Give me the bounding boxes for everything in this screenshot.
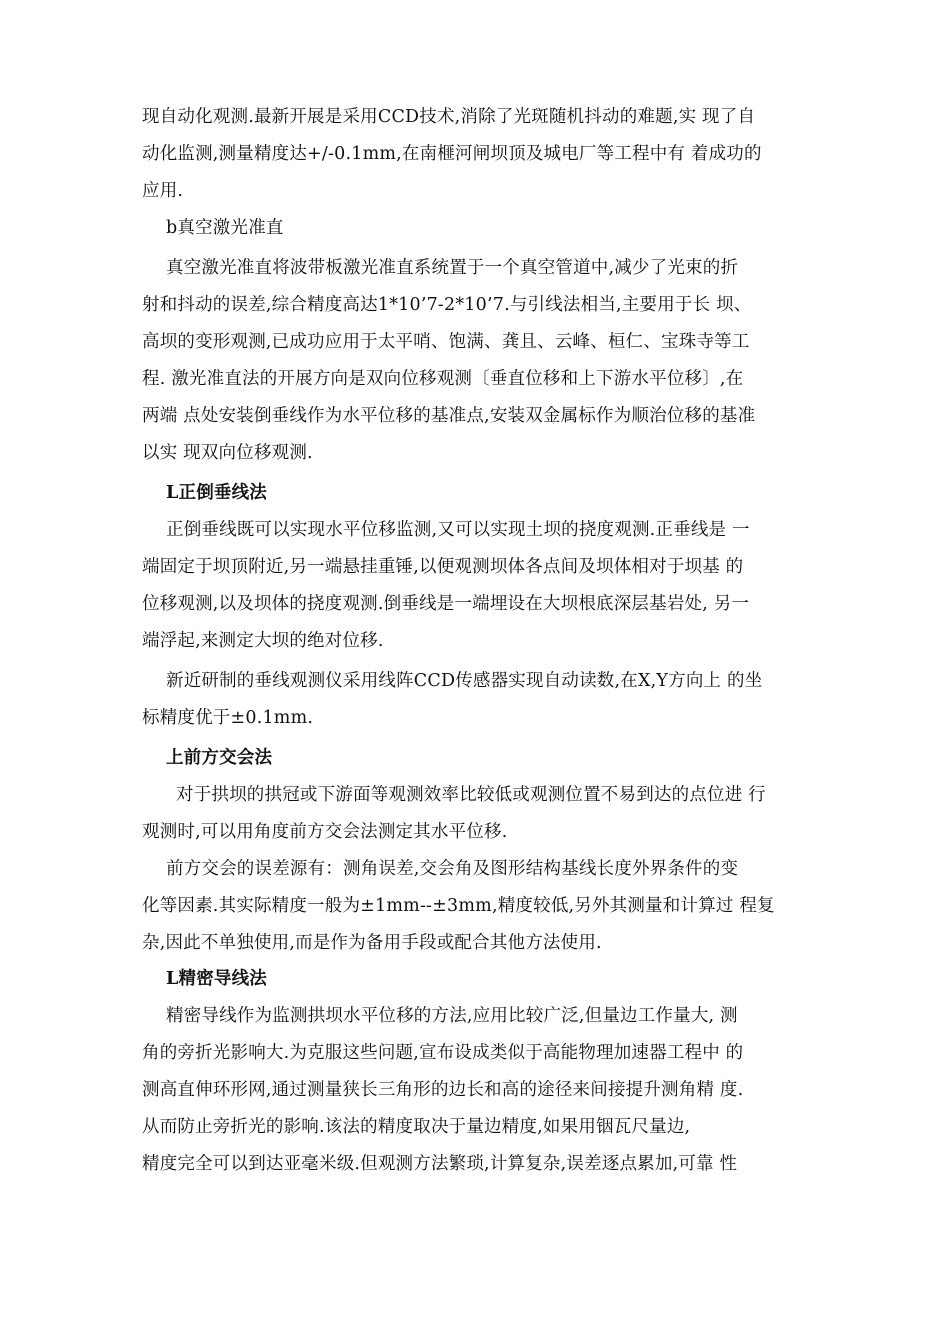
text-line: 从而防止旁折光的影响.该法的精度取决于量边精度,如果用铟瓦尺量边, [142, 1117, 691, 1137]
text-line: 测高直伸环形网,通过测量狭长三角形的边长和高的途径来间接提升测角精 度. [142, 1080, 744, 1100]
text-line: 杂,因此不单独使用,而是作为备用手段或配合其他方法使用. [142, 933, 602, 953]
text-line: 端固定于坝顶附近,另一端悬挂重锤,以便观测坝体各点间及坝体相对于坝基 的 [142, 557, 744, 577]
text-line: 射和抖动的误差,综合精度高达1*10’7-2*10’7.与引线法相当,主要用于长 坝、 [142, 295, 752, 315]
section-heading: L精密导线法 [166, 969, 268, 989]
text-line: 观测时,可以用角度前方交会法测定其水平位移. [142, 822, 508, 842]
section-heading: L正倒垂线法 [166, 483, 268, 503]
text-line: 程. 激光准直法的开展方向是双向位移观测〔垂直位移和上下游水平位移〕,在 [142, 369, 744, 389]
text-line: 两端 点处安装倒垂线作为水平位移的基准点,安装双金属标作为顺治位移的基准 [142, 406, 756, 426]
text-line: 动化监测,测量精度达+/-0.1mm,在南榧河闸坝顶及城电厂等工程中有 着成功的 [142, 144, 762, 164]
text-line: 精密导线作为监测拱坝水平位移的方法,应用比较广泛,但量边工作量大, 测 [166, 1006, 738, 1026]
text-line: 以实 现双向位移观测. [142, 443, 313, 463]
text-line: 现自动化观测.最新开展是采用CCD技术,消除了光斑随机抖动的难题,实 现了自 [142, 107, 756, 127]
text-line: 高坝的变形观测,已成功应用于太平哨、饱满、龚且、云峰、桓仁、宝珠寺等工 [142, 332, 750, 352]
text-line: 前方交会的误差源有：测角误差,交会角及图形结构基线长度外界条件的变 [166, 859, 739, 879]
text-line: 位移观测,以及坝体的挠度观测.倒垂线是一端埋设在大坝根底深层基岩处, 另一 [142, 594, 750, 614]
text-line: 真空激光准直将波带板激光准直系统置于一个真空管道中,减少了光束的折 [166, 258, 739, 278]
text-line: 对于拱坝的拱冠或下游面等观测效率比较低或观测位置不易到达的点位进 行 [176, 785, 766, 805]
text-line: 正倒垂线既可以实现水平位移监测,又可以实现土坝的挠度观测.正垂线是 一 [166, 520, 750, 540]
text-line: 端浮起,来测定大坝的绝对位移. [142, 631, 384, 651]
text-line: 精度完全可以到达亚毫米级.但观测方法繁琐,计算复杂,误差逐点累加,可靠 性 [142, 1154, 738, 1174]
text-line: 角的旁折光影响大.为克服这些问题,宣布设成类似于高能物理加速器工程中 的 [142, 1043, 744, 1063]
section-heading: 上前方交会法 [166, 748, 273, 768]
section-heading: b真空激光准直 [166, 218, 284, 238]
text-line: 应用. [142, 181, 184, 201]
text-line: 新近研制的垂线观测仪采用线阵CCD传感器实现自动读数,在X,Y方向上 的坐 [166, 671, 763, 691]
text-line: 化等因素.其实际精度一般为±1mm--±3mm,精度较低,另外其测量和计算过 程复 [142, 896, 775, 916]
text-line: 标精度优于±0.1mm. [142, 708, 314, 728]
